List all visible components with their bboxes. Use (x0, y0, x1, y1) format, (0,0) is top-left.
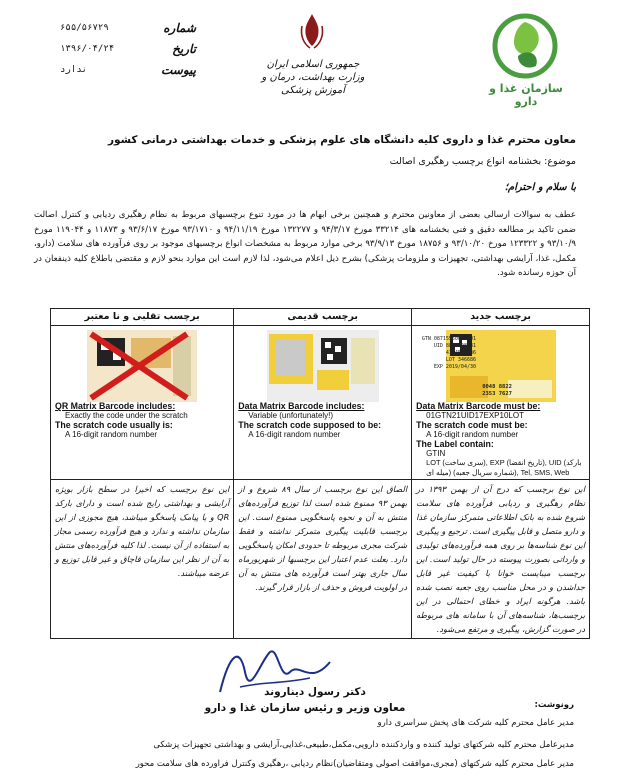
meta-date-label: تاریخ (172, 42, 196, 56)
cc-line-3: مدیر عامل محترم کلیه شرکتهای (مجری،موافقت اصولی ومتقاضیان)نظام ردیابی ،رهگیری وکنترل فراورده های سلامت محور (135, 759, 574, 769)
new-sticker-line-1: GTN 08715550002401 (421, 336, 476, 342)
cell-fake-label (51, 326, 234, 480)
new-spec-1: Data Matrix Barcode must be: (416, 401, 541, 411)
table-header-row (51, 309, 590, 326)
meta-row-attachment (60, 60, 196, 81)
cell-old-description (234, 480, 412, 639)
new-sticker-code-1: 8822 0048 (481, 384, 512, 390)
new-sticker-line-2: UID 8822008381 (433, 343, 476, 349)
new-spec-5: The Label contain: (416, 438, 494, 449)
cc-line-2: مدیرعامل محترم کلیه شرکتهای تولید کننده و واردکننده دارویی،مکمل،طبیعی،غذایی،آرایشی و بهداشتی تجهیزات پزشکی (153, 740, 574, 750)
organization-logo-text: سازمان غذا و دارو (489, 82, 563, 108)
ministry-title (252, 58, 374, 97)
ministry-line-2: وزارت بهداشت، درمان و آموزش پزشکی (261, 72, 365, 96)
signatory-name: دکتر رسول دیناروند (264, 686, 366, 698)
table-row-descriptions (51, 480, 590, 639)
food-and-drug-logo-icon (484, 12, 566, 80)
fake-spec-2: Exactly the code under the scratch (65, 411, 188, 421)
meta-attachment-value: ندارد (60, 65, 88, 75)
cell-new-description (412, 480, 590, 639)
new-label-specs (416, 402, 585, 477)
cell-new-label (412, 326, 590, 480)
fake-spec-3: The scratch code usually is: (55, 419, 173, 430)
meta-row-number (60, 18, 196, 39)
table-row-images (51, 326, 590, 480)
new-spec-6: GTIN (426, 449, 446, 459)
new-spec-3: The scratch code must be: (416, 419, 528, 430)
cc-title: رونوشت: (534, 700, 574, 710)
meta-number-label: شماره (163, 21, 196, 35)
ministry-line-1: جمهوری اسلامی ایران (266, 59, 360, 70)
new-label-description: این نوع برچسب که درج آن از بهمن ۱۳۹۳ در نظام رهگیری و ردیابی فرآورده های سلامت شروع شده به بانک اطلاعاتی متمرکز سازمان غذا و دارو متصل و قابل پیگیری است. ترجیع و پیگیری این نوع شناسه‌ها بر روی همه فرآورده‌های تولیدی و وارداتی بصورت پیوسته در حال تولید است. این برچسب میبایست خوانا با کیفیت غیر قابل جداشدن و در محل مناسب روی جعبه نصب شده باشد. هرگونه ایراد و خطای احتمالی در این برچسب‌ها، شناسه‌های آن با سامانه های مربوطه در صورت گزارش، پیگیری و مرتفع می‌شود. (416, 484, 585, 635)
letter-meta (60, 18, 196, 81)
old-label-sticker-icon (267, 330, 379, 402)
signatory-title: معاون وزیر و رئیس سازمان غذا و دارو (204, 702, 406, 714)
old-label-description: الصاق این نوع برچسب از سال ۸۹ شروع و از بهمن ۹۳ ممنوع شده است لذا توزیع فرآورده‌های منتش به آن و نحوه پاسخگویی ممنوع است. این برچسب قابلیت پیگیری متمرکز نداشته و فقط شرکت مجری مربوطه تا حدودی امکان پاسخگویی دارد. بعلت عدم اعتبار این برچسبها از شهریورماه سال جاری بهتر است فرآورده های منتش به آن در اولویت فروش و حذف از بازار قرار گیرند. (238, 484, 408, 593)
old-spec-4: A 16-digit random number (248, 430, 341, 440)
meta-date-value: ۱۳۹۶/۰۴/۲۴ (60, 44, 115, 54)
old-label-image (238, 330, 407, 402)
header-old-label: برچسب قدیمی (234, 309, 412, 326)
fake-spec-4: A 16-digit random number (65, 430, 158, 440)
new-spec-4: A 16-digit random number (426, 430, 519, 440)
new-sticker-line-3: 4184544236 (445, 350, 476, 356)
subject-line: موضوع: بخشنامه انواع برچسب رهگیری اصالت (389, 156, 576, 167)
new-sticker-code-2: 7627 2353 (481, 391, 512, 397)
recipient-line: معاون محترم غذا و داروی کلیه دانشگاه های علوم پزشکی و خدمات بهداشتی درمانی کشور (108, 134, 576, 146)
label-comparison-table (50, 308, 590, 639)
meta-number-value: ۶۵۵/۵۶۷۲۹ (60, 23, 109, 33)
iran-emblem-icon (298, 12, 326, 52)
old-spec-3: The scratch code supposed to be: (238, 419, 382, 430)
meta-attachment-label: پیوست (161, 63, 196, 77)
header-fake-label: برچسب تقلبی و نا معتبر (51, 309, 234, 326)
new-spec-7: LOT (سری ساخت), EXP (تاریخ انقضا), UID (بارکد میله ای) (شماره سریال جعبه), Tel, SMS, Web (426, 458, 582, 477)
old-spec-1: Data Matrix Barcode includes: (238, 401, 365, 411)
new-sticker-line-4: LOT 346686 (445, 357, 476, 363)
cc-line-1: مدیر عامل محترم کلیه شرکت های پخش سراسری دارو (377, 718, 574, 728)
cell-old-label (234, 326, 412, 480)
meta-row-date (60, 39, 196, 60)
old-spec-2: Variable (unfortunately!) (248, 411, 334, 421)
header-new-label: برچسب جدید (412, 309, 590, 326)
fake-label-description: این نوع برچسب که اخیرا در سطح بازار بویژه آرایشی و بهداشتی رایج شده است و دارای بارکد QR و یا پیامک پاسخگو میباشد، هیچ مجوزی از این سازمان نداشته و ندارد و هیچ فرآورده رسمی مجاز به استفاده از آن نیست. لذا کلیه فرآورده‌های منتش به آن از نظر این سازمان قاچاق و غیر قابل توزیع و عرضه میباشند. (55, 484, 230, 579)
body-paragraph: عطف به سوالات ارسالی بعضی از معاونین محترم و همچنین برخی ابهام ها در مورد تنوع برچسبهای مربوط به نظام رهگیری ردیابی و کنترل اصالت ضمن تاکید بر مطالعه دقیق و فنی بخشنامه های ۳۳۲۱۴ مورخ ۹۴/۳/۱۷ و ۱۳۲۲۷۷ مورخ ۹۴/۱۱/۱۹ و ۹۳/۱۷۱۰ مورخ ۹۳/۶/۱۷ و ۱۱۸۷۳ و ۱۱۹۰۴۴ مورخ ۹۳/۱۰/۹ و ۱۲۳۳۲۲ مورخ ۹۳/۱۰/۲۰ و ۱۸۷۵۶ مورخ ۹۳/۹/۱۳ برخی موارد مربوط به مشخصات انواع برچسبهای موجود بر روی فرآورده های سلامت (دارو، مکمل، غذا، آرایشی بهداشتی، تجهیزات و ملزومات پزشکی) بشرح ذیل اعلام می‌شود، لذا لازم است این موارد بنحو لازم و مقتضی باطلاع کلیه ذینفعان در آن حوزه رسانده شود. (34, 210, 576, 279)
fake-label-image (55, 330, 229, 402)
greeting: با سلام و احترام؛ (504, 182, 576, 193)
new-spec-2: 01GTN21UID17EXP10LOT (426, 411, 524, 421)
old-label-specs (238, 402, 407, 440)
new-sticker-line-5: EXP 2019/04/30 (433, 364, 476, 370)
fake-spec-1: QR Matrix Barcode includes: (55, 401, 176, 411)
fake-label-specs (55, 402, 229, 440)
new-label-image (416, 330, 585, 402)
fake-label-sticker-icon (87, 330, 197, 402)
new-label-sticker-icon (421, 330, 556, 402)
cell-fake-description (51, 480, 234, 639)
